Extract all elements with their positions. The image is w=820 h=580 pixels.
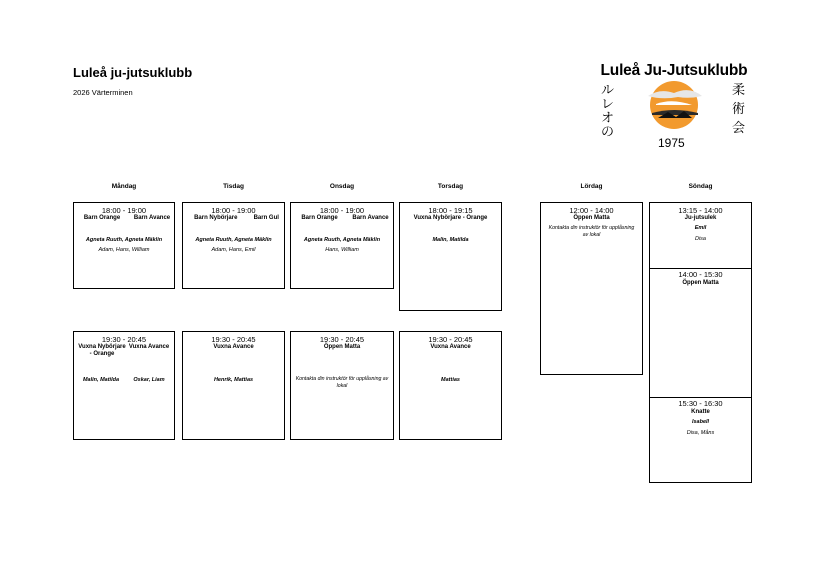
day-header-sunday: Söndag [688, 183, 713, 190]
session-instructors: Mattias [441, 377, 460, 383]
session-class: Öppen Matta [323, 344, 361, 350]
session-class: Vuxna Avance [430, 344, 471, 350]
day-header-saturday: Lördag [580, 183, 603, 190]
session-time: 18:00 - 19:15 [428, 206, 473, 215]
club-logo [598, 62, 750, 154]
page-title: Luleå ju-jutsuklubb [73, 65, 193, 80]
session-divider [650, 268, 751, 269]
session-note: Kontakta din instruktör för upplåsning av lokal [295, 376, 389, 389]
svg-text:柔: 柔 [732, 83, 746, 98]
session-monday-1800 [73, 202, 175, 289]
session-time: 18:00 - 19:00 [101, 206, 147, 215]
session-time: 19:30 - 20:45 [101, 335, 147, 344]
svg-text:レ: レ [601, 97, 615, 112]
session-divider [650, 397, 751, 398]
session-instructors: Malin, Matilda [82, 377, 120, 383]
session-class: Barn Nybörjare [194, 215, 238, 221]
svg-text:術: 術 [732, 102, 746, 117]
session-thursday-1800 [399, 202, 502, 311]
session-instructors: Malin, Matilda [432, 237, 469, 243]
session-thursday-1930 [399, 331, 502, 440]
session-time: 18:00 - 19:00 [319, 206, 365, 215]
session-assistants: Adam, Hans, William [98, 247, 150, 253]
session-instructors: Oskar, Liam [133, 377, 165, 383]
session-class: Vuxna Avance [128, 344, 170, 350]
session-instructors: Agneta Ruuth, Agneta Mäklin [303, 237, 381, 243]
session-class: Öppen Matta [682, 280, 719, 286]
session-assistants: Hans, William [325, 247, 359, 253]
session-saturday-1200 [540, 202, 643, 375]
session-assistants: Disa, Måns [686, 430, 715, 436]
session-instructors: Agneta Ruuth, Agneta Mäklin [195, 237, 272, 243]
session-assistants: Adam, Hans, Emil [211, 247, 256, 253]
session-class: Vuxna Nybörjare - Orange [78, 344, 126, 357]
day-header-wednesday: Onsdag [329, 183, 355, 190]
logo-sun-emblem [598, 80, 750, 140]
session-time: 14:00 - 15:30 [678, 270, 723, 279]
svg-text:ル: ル [601, 83, 615, 98]
session-time: 19:30 - 20:45 [428, 335, 473, 344]
session-wednesday-1800 [290, 202, 394, 289]
session-time: 19:30 - 20:45 [319, 335, 365, 344]
session-time: 12:00 - 14:00 [569, 206, 614, 215]
session-time: 15:30 - 16:30 [678, 399, 723, 408]
day-header-thursday: Torsdag [437, 183, 464, 190]
session-tuesday-1800 [182, 202, 285, 289]
session-time: 13:15 - 14:00 [678, 206, 723, 215]
session-instructors: Isabell [691, 419, 710, 425]
session-note: Kontakta din instruktör för upplåsning av lokal [548, 225, 635, 238]
session-class: Ju-jutsulek [684, 215, 717, 221]
term-subtitle: 2026 Värterminen [73, 88, 133, 97]
sunday-column [649, 202, 752, 483]
logo-title: Luleå Ju-Jutsuklubb [600, 62, 748, 79]
session-class: Barn Gul [253, 215, 279, 221]
svg-text:会: 会 [732, 121, 746, 136]
session-time: 18:00 - 19:00 [211, 206, 256, 215]
day-header-monday: Måndag [111, 183, 137, 190]
day-header-tuesday: Tisdag [223, 183, 244, 190]
session-tuesday-1930 [182, 331, 285, 440]
session-class: Barn Orange [301, 215, 338, 221]
logo-year: 1975 [658, 136, 685, 150]
session-wednesday-1930 [290, 331, 394, 440]
session-class: Knatte [691, 409, 710, 415]
session-class: Vuxna Avance [213, 344, 254, 350]
session-instructors: Agneta Ruuth, Agneta Mäklin [85, 237, 163, 243]
session-monday-1930 [73, 331, 175, 440]
session-class: Barn Orange [83, 215, 121, 221]
session-class: Vuxna Nybörjare - Orange [413, 215, 488, 221]
svg-text:オ: オ [601, 111, 615, 126]
session-instructors: Henrik, Mattias [213, 377, 254, 383]
session-assistants: Disa [694, 236, 706, 242]
session-class: Barn Avance [352, 215, 389, 221]
session-instructors: Emil [694, 225, 707, 231]
svg-text:の: の [601, 125, 615, 140]
session-class: Öppen Matta [573, 215, 610, 221]
session-time: 19:30 - 20:45 [211, 335, 256, 344]
session-class: Barn Avance [133, 215, 171, 221]
